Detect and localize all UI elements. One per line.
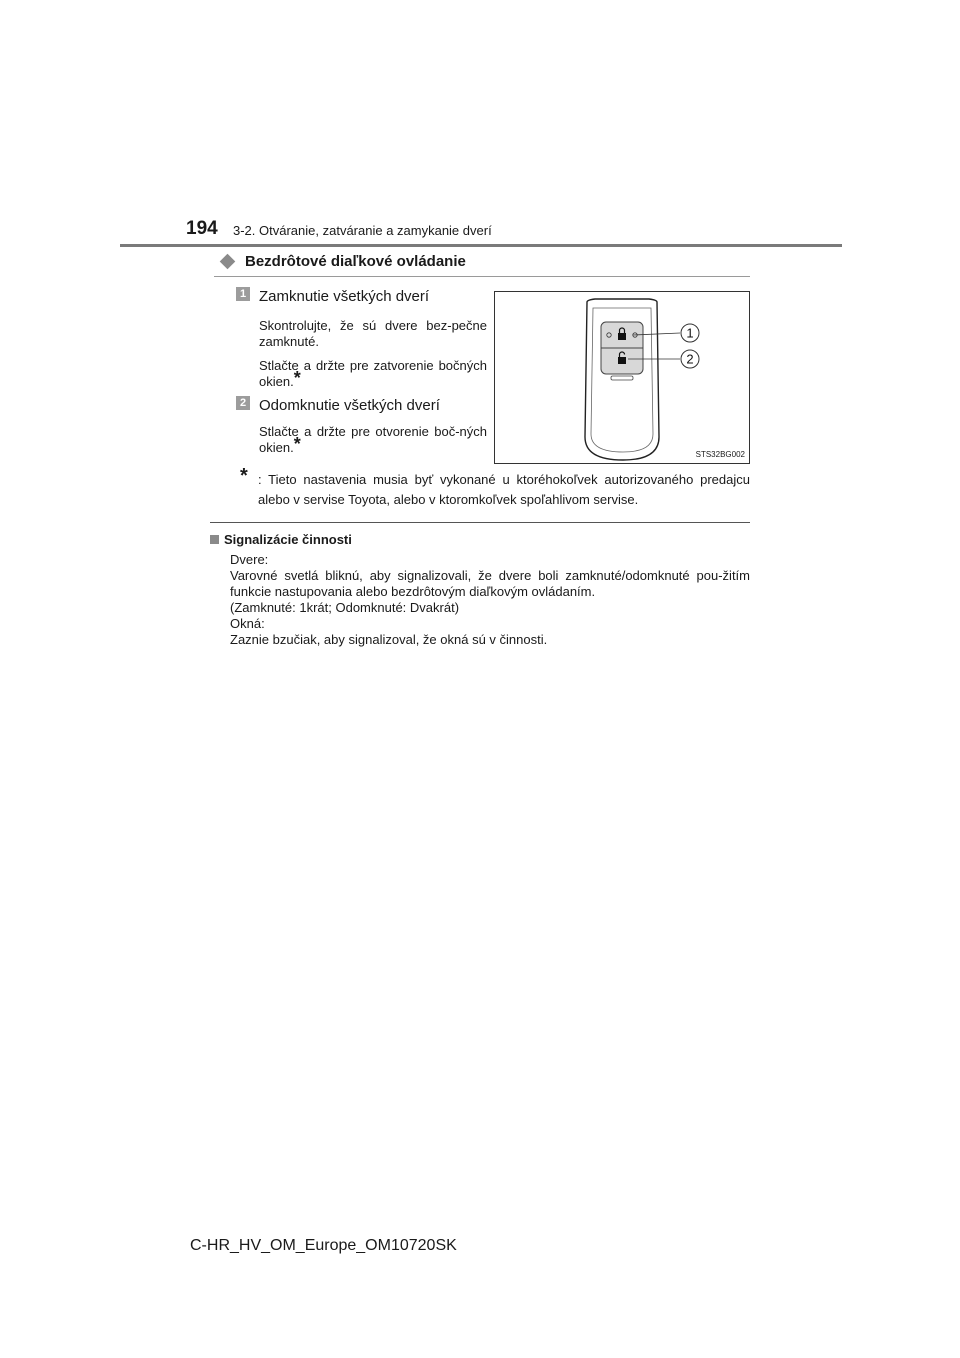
figure-code: STS32BG002	[695, 450, 745, 459]
windows-label: Okná:	[230, 616, 265, 631]
chapter-title: 3-2. Otváranie, zatváranie a zamykanie dverí	[233, 223, 492, 238]
doors-counts: (Zamknuté: 1krát; Odomknuté: Dvakrát)	[230, 600, 460, 615]
footnote-star: *	[293, 368, 301, 388]
item-text-line: Stlačte a držte pre otvorenie boč-ných okien.	[259, 424, 487, 455]
subsection-heading	[210, 532, 352, 547]
item-text	[259, 424, 487, 456]
footnote-star: *	[293, 434, 301, 454]
subsection-title: Signalizácie činnosti	[224, 532, 352, 547]
divider-rule	[210, 522, 750, 523]
callout-2: 2	[686, 351, 694, 367]
item-number-badge: 2	[236, 396, 250, 410]
item-text-line: Stlačte a držte pre zatvorenie bočných okien.	[259, 358, 487, 389]
section-heading	[219, 253, 466, 270]
footer-doc-code: C-HR_HV_OM_Europe_OM10720SK	[190, 1237, 457, 1254]
doors-label: Dvere:	[230, 552, 269, 567]
item-text	[259, 358, 487, 390]
item-number-badge: 1	[236, 287, 250, 301]
page-number: 194	[186, 218, 218, 239]
doors-text: Varovné svetlá bliknú, aby signalizovali, že dvere boli zamknuté/odomknuté pou-žitím funkcie nastupovania alebo bezdrôtovým diaľkovým ovládaním.	[230, 568, 750, 599]
footnote-text: : Tieto nastavenia musia byť vykonané u ktoréhokoľvek autorizovaného predajcu alebo v servise Toyota, alebo v ktoromkoľvek spoľahlivom servise.	[258, 472, 750, 507]
callout-1: 1	[686, 325, 694, 341]
section-rule	[214, 276, 750, 277]
item-title-unlock: Odomknutie všetkých dverí	[259, 397, 440, 414]
signals-body	[230, 552, 750, 648]
windows-text: Zaznie bzučiak, aby signalizoval, že okná sú v činnosti.	[230, 632, 548, 647]
note-star: *	[240, 465, 248, 487]
diamond-bullet-icon	[220, 254, 236, 270]
item-text: Skontrolujte, že sú dvere bez-pečne zamknuté.	[259, 318, 487, 349]
square-bullet-icon	[210, 535, 219, 544]
key-fob-figure	[494, 291, 750, 464]
header-rule	[120, 244, 842, 247]
item-title-lock: Zamknutie všetkých dverí	[259, 288, 430, 305]
section-title: Bezdrôtové diaľkové ovládanie	[245, 253, 466, 270]
key-fob-illustration	[495, 292, 749, 463]
